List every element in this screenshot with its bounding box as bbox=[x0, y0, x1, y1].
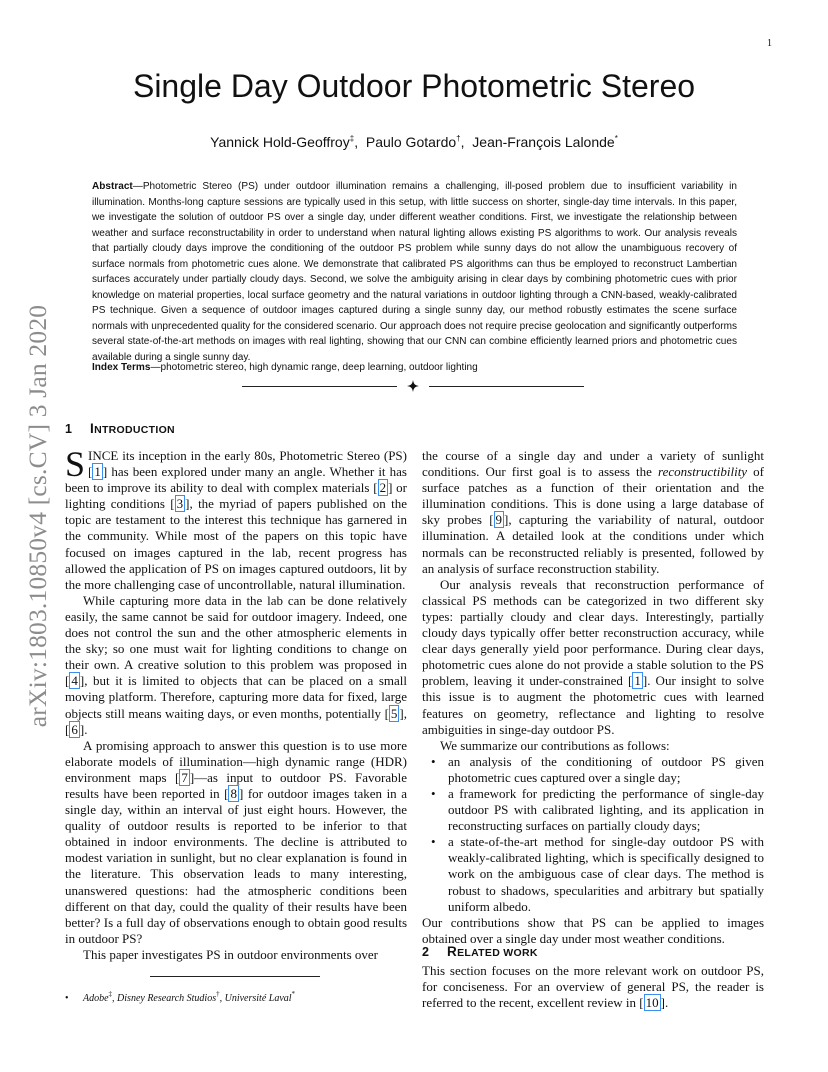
intro-paragraph-5: the course of a single day and under a variety of sunlight conditions. Our first goal is to assess the reconstructibility of surface patches as a function of their orientation and the illumination conditions. This is done using a large database of sky probes [ 9 ], capturing the variability of natural, outdoor illumination. A detailed look at the conditions under which normals can be reconstructed reliably is presented, followed by an analysis of surface reconstruction stability. bbox=[422, 448, 765, 576]
citation-link[interactable]: 2 bbox=[379, 480, 387, 496]
drop-cap: S bbox=[65, 444, 86, 484]
citation-link[interactable]: 5 bbox=[390, 705, 398, 721]
author-mark: † bbox=[456, 134, 461, 143]
abstract bbox=[92, 179, 737, 365]
index-terms-text: —photometric stereo, high dynamic range, deep learning, outdoor lighting bbox=[150, 362, 478, 373]
citation-link[interactable]: 10 bbox=[645, 995, 659, 1011]
divider-rule-left bbox=[242, 386, 397, 387]
author-mark: ‡ bbox=[349, 134, 355, 143]
affiliation-mark: ‡ bbox=[108, 990, 113, 998]
arxiv-stamp bbox=[18, 298, 58, 734]
diamond-ornament-icon bbox=[407, 380, 419, 392]
affiliation-name: Adobe bbox=[83, 993, 109, 1004]
author-list: Yannick Hold-Geoffroy‡, Paulo Gotardo†, Jean-François Lalonde* bbox=[210, 134, 618, 150]
affiliation-footnote: • Adobe‡, Disney Research Studios†, Université Laval* bbox=[65, 990, 296, 1004]
list-item: • a framework for predicting the performance of single-day outdoor PS with calibrated lighting, and its application in reconstructing surfaces on partially cloudy days; bbox=[448, 786, 764, 834]
section-divider bbox=[242, 380, 584, 394]
intro-paragraph-8: Our contributions show that PS can be applied to images obtained over a single day under most weather conditions. bbox=[422, 914, 764, 946]
paper-title: Single Day Outdoor Photometric Stereo bbox=[132, 68, 696, 104]
citation-link[interactable]: 8 bbox=[230, 785, 237, 801]
divider-rule-right bbox=[429, 386, 584, 387]
index-terms-label: Index Terms bbox=[92, 362, 151, 373]
affiliation-name: Université Laval bbox=[224, 993, 292, 1004]
author-name: Jean-François Lalonde bbox=[472, 134, 615, 150]
citation-link[interactable]: 1 bbox=[94, 464, 101, 480]
related-work-paragraph: This section focuses on the more relevant work on outdoor PS, for conciseness. For an overview of general PS, the reader is referred to the recent, excellent review in [ 10 ]. bbox=[422, 963, 764, 1011]
author-name: Paulo Gotardo bbox=[365, 134, 457, 150]
intro-paragraph-6: Our analysis reveals that reconstruction performance of classical PS methods can be categorized in two different sky types: partially cloudy and clear days. Interestingly, partially cloudy days typically offer better reconstruction accuracy, while clear days generally yield poor performance. During clear days, photometric cues alone do not provide a stable solution to the PS problem, leaving it under-constrained [ 1 ]. Our insight to solve this issue is to augment the photometric cues with learned features on geometry, reflectance and lighting to resolve ambiguities in singe-day outdoor PS. bbox=[422, 576, 765, 737]
intro-paragraph-3: A promising approach to answer this question is to use more elaborate models of illumination—high dynamic range (HDR) environment maps [ 7 ]—as input to outdoor PS. Favorable results have been reported in [ 8 ] for outdoor images taken in a single day, within an interval of just eight hours. However, the quality of outdoor results is reported to be inferior to that obtained in indoor environments. The decline is attributed to modest variation in sunlight, but no clear explanation is found in the literature. This observation leads to many interesting, unanswered questions: had the atmospheric conditions been different on that day, could the quality of their results have been better? Is a full day of observations enough to obtain good results in outdoor PS? bbox=[65, 737, 407, 946]
section-number: 1 bbox=[65, 422, 73, 436]
affiliation-mark: † bbox=[216, 990, 220, 998]
page-number: 1 bbox=[767, 38, 772, 49]
intro-paragraph-7: We summarize our contributions as follows: bbox=[440, 737, 670, 753]
citation-link[interactable]: 9 bbox=[495, 512, 503, 528]
arxiv-stamp-text: arXiv:1803.10850v4 [cs.CV] 3 Jan 2020 bbox=[23, 304, 52, 728]
section-heading-related-work: 2 RELATED WORK bbox=[422, 944, 538, 959]
citation-link[interactable]: 4 bbox=[71, 673, 78, 689]
right-column bbox=[422, 448, 764, 947]
intro-paragraph-2: While capturing more data in the lab can be done relatively easily, the same cannot be said for outdoor imagery. Indeed, one does not control the sun and the other atmospheric elements in the sky; so one must wait for lighting conditions to change on their own. A creative solution to this problem was proposed in [ 4 ], but it is limited to objects that can be placed on a small moving platform. Therefore, capturing more data for fixed, large objects still means waiting days, or even months, potentially [ 5 ], [ 6 ]. bbox=[65, 592, 407, 737]
author-mark: * bbox=[614, 134, 618, 143]
affiliation-name: Disney Research Studios bbox=[117, 993, 217, 1004]
list-item: • a state-of-the-art method for single-day outdoor PS with weakly-calibrated lighting, which is specifically designed to work on the ambiguous case of clear days. The method is robust to shadows, specularities and arbitrary but spatially uniform albedo. bbox=[448, 834, 764, 914]
footnote-bullet: • bbox=[65, 993, 69, 1004]
author-name: Yannick Hold-Geoffroy bbox=[210, 134, 350, 150]
intro-paragraph-4: This paper investigates PS in outdoor environments over bbox=[83, 946, 378, 962]
footnote-rule bbox=[150, 976, 320, 977]
citation-link[interactable]: 1 bbox=[634, 673, 641, 689]
intro-paragraph-1: SINCE its inception in the early 80s, Photometric Stereo (PS) [ 1 ] has been explored under many an angle. Whether it has been to improve its ability to deal with complex materials [ 2 ] or lighting conditions [ 3 ], the myriad of papers published on the topic are testament to the interest this technique has garnered in the community. While most of the papers on this topic have focused on images captured in the lab, recent progress has allowed the application of PS on images captured outdoors, lit by the more challenging case of uncontrollable, natural illumination. bbox=[65, 444, 407, 592]
citation-link[interactable]: 7 bbox=[181, 769, 188, 785]
citation-link[interactable]: 3 bbox=[176, 496, 184, 512]
abstract-label: Abstract bbox=[92, 181, 133, 192]
index-terms bbox=[92, 360, 737, 376]
contribution-list bbox=[422, 754, 764, 915]
abstract-text: —Photometric Stereo (PS) under outdoor illumination remains a challenging, ill-posed problem due to insufficient variability in illumination. Months-long capture sessions are typically used in this setup, with little success on shorter, single-day time intervals. In this paper, we investigate the solution of outdoor PS over a single day, under different weather conditions. First, we investigate the relationship between weather and surface reconstructability in order to understand when natural lighting allows existing PS algorithms to work. Our analysis reveals that partially cloudy days improve the conditioning of the outdoor PS problem while sunny days do not allow the unambiguous recovery of surface normals from photometric cues alone. We demonstrate that calibrated PS algorithms can thus be employed to reconstruct Lambertian surfaces accurately under partially cloudy days. Second, we solve the ambiguity arising in clear days by combining photometric cues with prior knowledge on material properties, local surface geometry and the natural variations in outdoor lighting through a CNN-based, weakly-calibrated PS technique. Given a sequence of outdoor images captured during a single sunny day, our method robustly estimates the scene surface normals with unprecedented quality for the considered scenario. Our approach does not require precise geolocation and significantly outperforms several state-of-the-art methods on images with real lighting, showing that our CNN can combine efficiently learned priors and photometric cues available during a single sunny day. bbox=[92, 181, 737, 363]
list-item: • an analysis of the conditioning of outdoor PS given photometric cues captured over a single day; bbox=[448, 754, 764, 786]
affiliation-mark: * bbox=[291, 990, 296, 998]
section-heading-introduction: 1 INTRODUCTION bbox=[65, 421, 175, 436]
left-column bbox=[65, 444, 407, 963]
section-number: 2 bbox=[422, 945, 430, 959]
citation-link[interactable]: 6 bbox=[71, 721, 78, 737]
